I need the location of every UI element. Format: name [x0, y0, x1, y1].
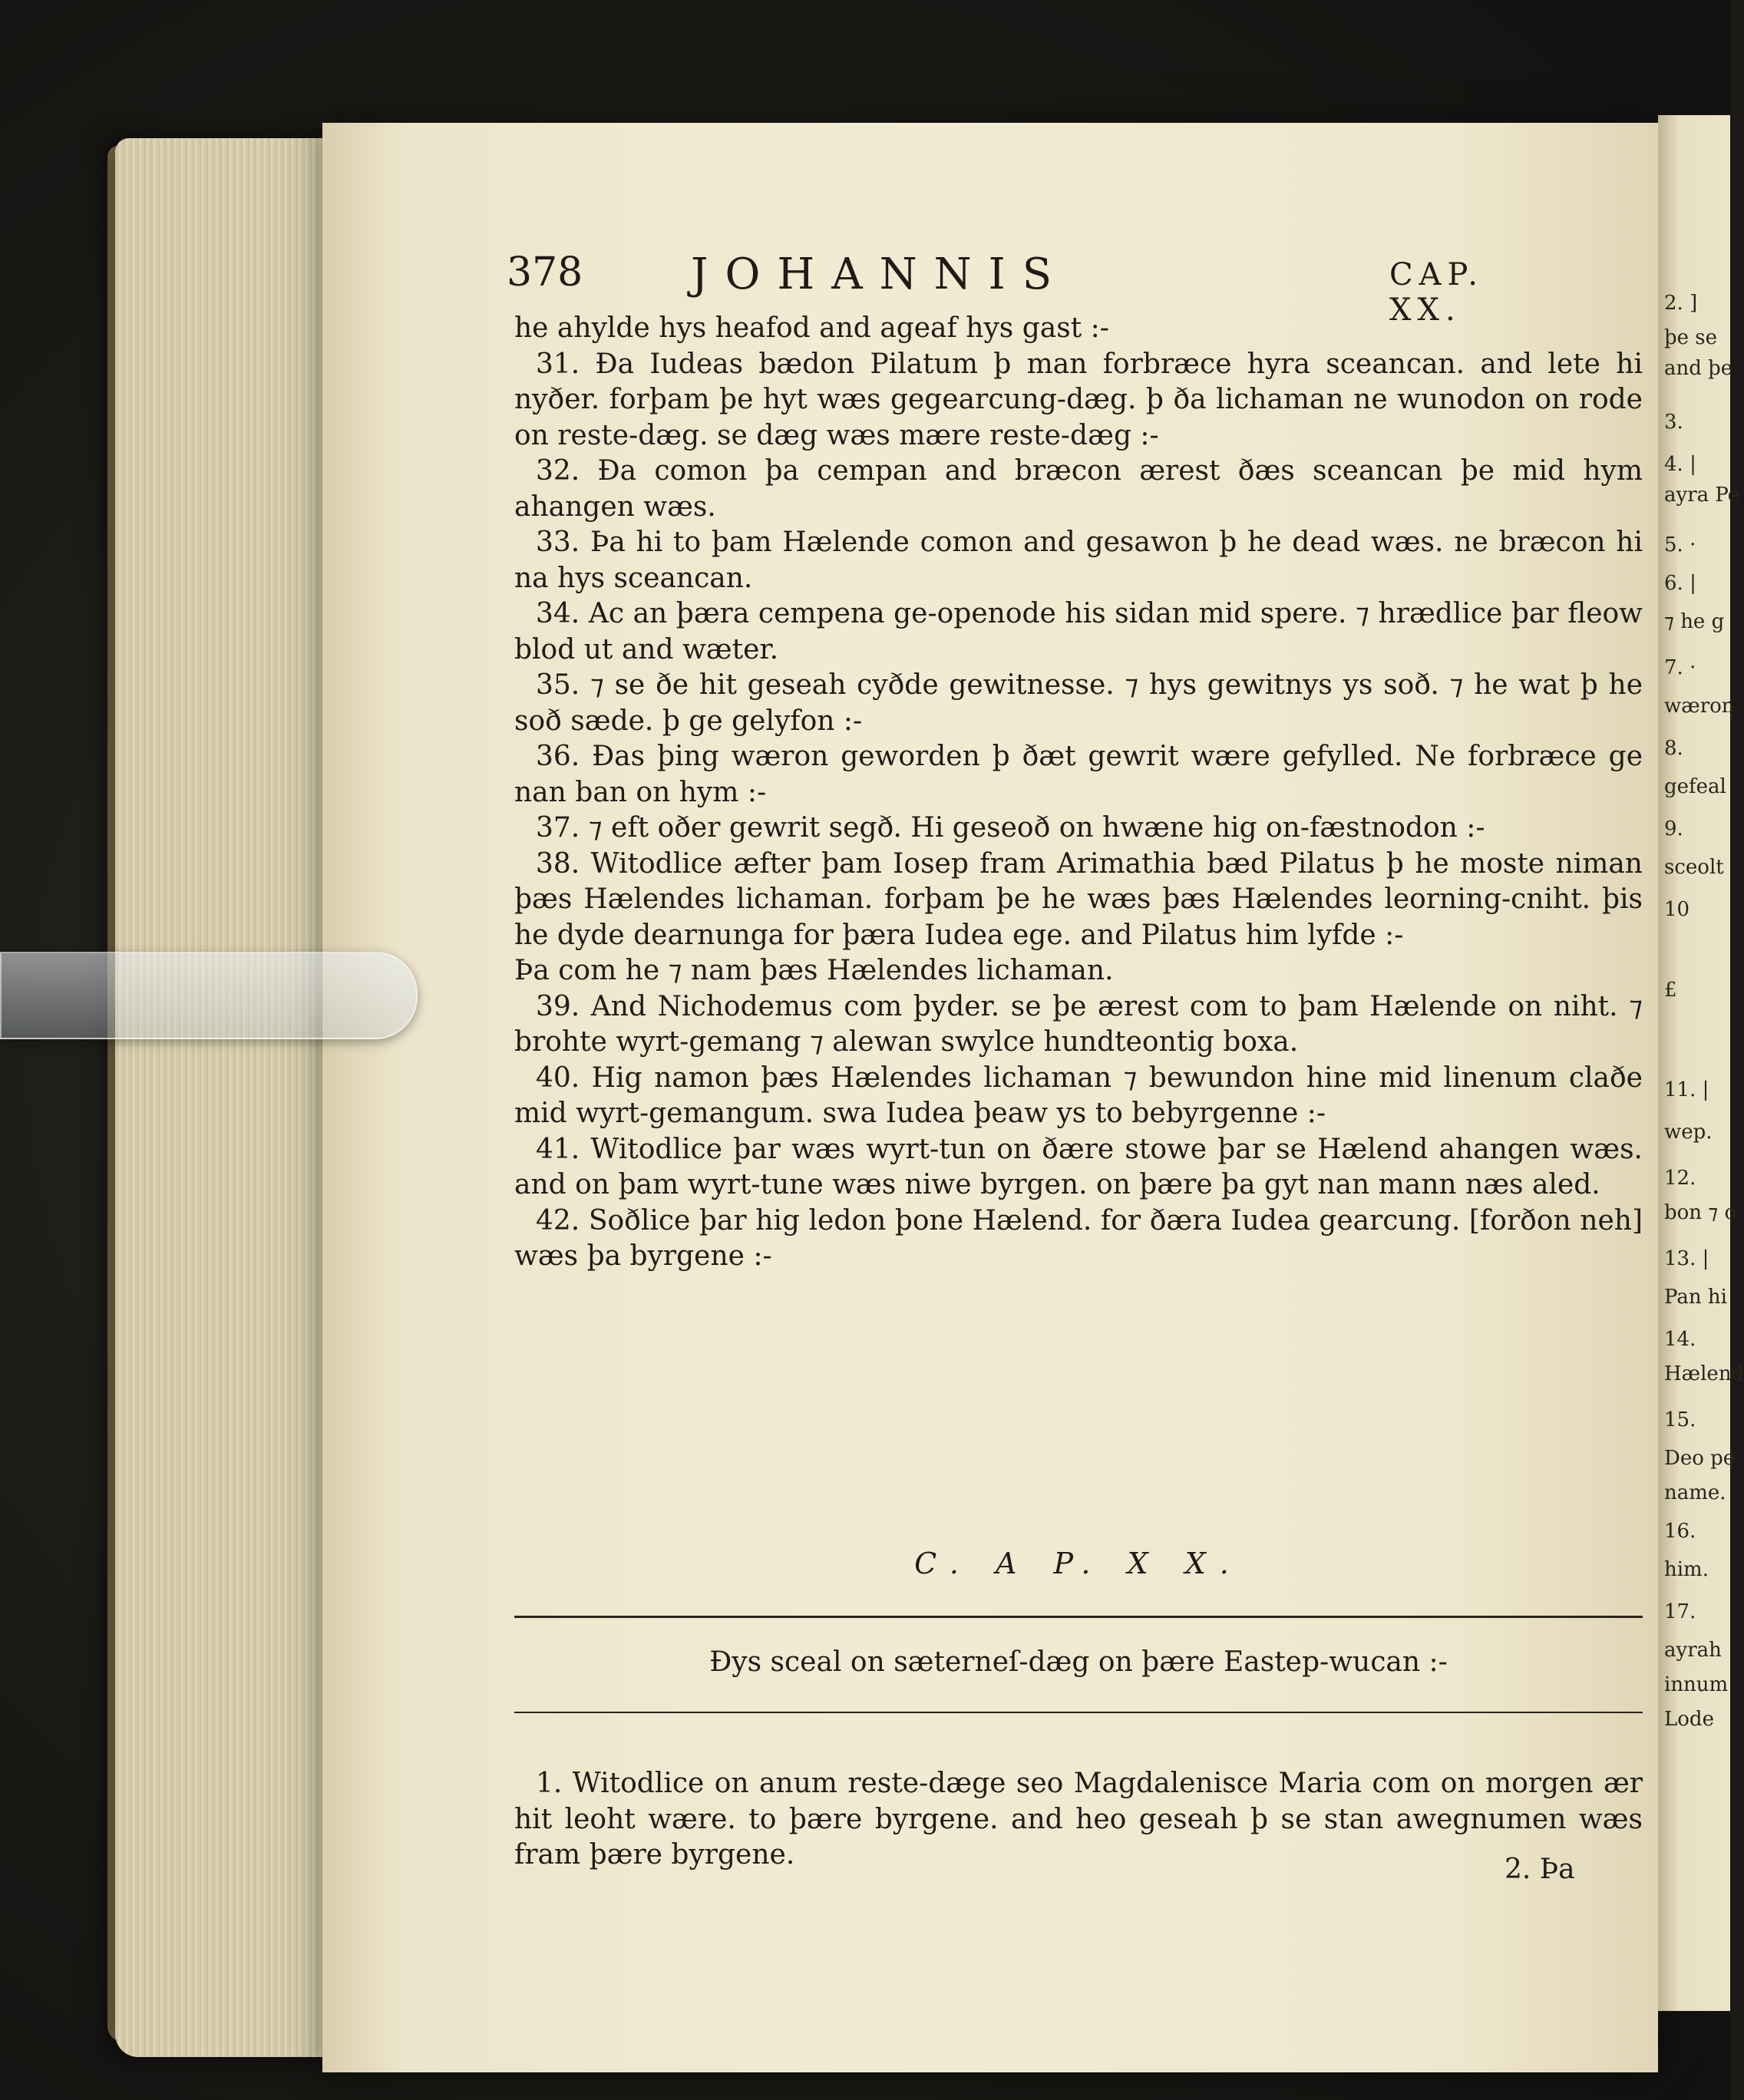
verse-32: 32. Ða comon þa cempan and bræcon ærest ðæs sceancan þe mid hym ahangen wæs.	[514, 455, 1643, 523]
right-fragment: Deo pe	[1664, 1447, 1736, 1470]
right-fragment: ⁊ he g	[1664, 610, 1725, 633]
right-fragment: Lode	[1664, 1708, 1714, 1731]
pericope-summary: Ðys sceal on sæterneſ-dæg on þære Eastep-wucan :-	[709, 1646, 1448, 1678]
right-fragment: þe se	[1664, 326, 1718, 349]
chapter-label: CAP. XX.	[1389, 257, 1485, 328]
rule-top	[514, 1616, 1643, 1618]
right-fragment: 3.	[1664, 411, 1683, 434]
right-fragment: Hælend	[1664, 1362, 1744, 1385]
verse-33: 33. Þa hi to þam Hælende comon and gesawon þ he dead wæs. ne bræcon hi na hys sceancan.	[514, 527, 1643, 594]
right-fragment: 5. ·	[1664, 533, 1696, 556]
verse-38: 38. Witodlice æfter þam Iosep fram Arimathia bæd Pilatus þ he moste niman þæs Hælendes lichaman. forþam þe he wæs þæs Hælendes leorning-cniht. þis he dyde dearnunga for þæra Iudea ege. and Pilatus him lyfde :-	[514, 847, 1643, 951]
verse-40: 40. Hig namon þæs Hælendes lichaman ⁊ bewundon hine mid linenum claðe mid wyrt-gemangum. swa Iudea þeaw ys to bebyrgenne :-	[514, 1062, 1643, 1129]
verse-block-chapter-20	[514, 1738, 1643, 1901]
right-fragment: innum	[1664, 1673, 1729, 1696]
verse-1: 1. Witodlice on anum reste-dæge seo Magdalenisce Maria com on morgen ær hit leoht wære. to þære byrgene. and heo geseah þ se stan awegnumen wæs fram þære byrgene.	[514, 1768, 1643, 1871]
right-fragment: 2. ]	[1664, 292, 1698, 315]
verse-41: 41. Witodlice þar wæs wyrt-tun on ðære stowe þar se Hælend ahangen wæs. and on þam wyrt-tune wæs niwe byrgen. on þære þa gyt nan mann næs aled.	[514, 1133, 1643, 1200]
rule-bottom	[514, 1712, 1643, 1713]
page-holder-clip	[0, 952, 418, 1039]
book-page-right-fragment	[1658, 115, 1744, 2011]
verse-block-chapter-19	[514, 311, 1643, 1275]
right-fragment: 17.	[1664, 1600, 1696, 1623]
right-fragment: 11. |	[1664, 1078, 1709, 1101]
right-fragment: ayrah	[1664, 1639, 1722, 1662]
catchword: 2. Þa	[1505, 1854, 1575, 1885]
verse-36: 36. Ðas þing wæron geworden þ ðæt gewrit wære gefylled. Ne forbræce ge nan ban on hym :-	[514, 741, 1643, 808]
verse-35: 35. ⁊ se ðe hit geseah cyðde gewitnesse. ⁊ hys gewitnys ys soð. ⁊ he wat þ he soð sæde. þ ge gelyfon :-	[514, 669, 1643, 737]
right-fragment: 15.	[1664, 1408, 1696, 1431]
right-fragment: ayra Pe	[1664, 484, 1740, 507]
right-fragment: wæron	[1664, 695, 1735, 718]
right-fragment: gefeal	[1664, 775, 1726, 798]
right-fragment: bon ⁊ o	[1664, 1201, 1737, 1224]
verse-38-continued: Þa com he ⁊ nam þæs Hælendes lichaman.	[514, 955, 1114, 986]
right-fragment: 9.	[1664, 817, 1683, 840]
right-fragment: Pan hi	[1664, 1286, 1727, 1309]
verse-39: 39. And Nichodemus com þyder. se þe ærest com to þam Hælende on niht. ⁊ brohte wyrt-gemang ⁊ alewan swylce hundteontig boxa.	[514, 990, 1643, 1058]
right-fragment: 12.	[1664, 1167, 1696, 1190]
chapter-heading: C. A P. X X.	[914, 1547, 1243, 1580]
page-edges	[115, 138, 338, 2057]
verse-34: 34. Ac an þæra cempena ge-openode his sidan mid spere. ⁊ hrædlice þar fleow blod ut and wæter.	[514, 598, 1643, 665]
verse-31: 31. Ða Iudeas bædon Pilatum þ man forbræce hyra sceancan. and lete hi nyðer. forþam þe hyt wæs gegearcung-dæg. þ ða lichaman ne wunodon on rode on reste-dæg. se dæg wæs mære reste-dæg :-	[514, 348, 1643, 451]
right-fragment: 8.	[1664, 737, 1683, 760]
right-fragment: sceolt	[1664, 856, 1724, 879]
right-fragment: and þe	[1664, 357, 1733, 380]
verse-37: 37. ⁊ eft oðer gewrit segð. Hi geseoð on hwæne hig on-fæstnodon :-	[536, 812, 1485, 844]
verse-42: 42. Soðlice þar hig ledon þone Hælend. for ðæra Iudea gearcung. [forðon neh] wæs þa byrgene :-	[514, 1204, 1643, 1272]
right-fragment: 4. |	[1664, 453, 1696, 476]
book-page-left	[322, 123, 1658, 2072]
right-fragment: 13. |	[1664, 1247, 1709, 1270]
right-fragment: £	[1664, 979, 1677, 1002]
right-fragment: him.	[1664, 1558, 1709, 1581]
right-fragment: 14.	[1664, 1328, 1696, 1351]
right-fragment: 10	[1664, 898, 1690, 921]
right-fragment: name.	[1664, 1481, 1726, 1504]
book-title: JOHANNIS	[691, 249, 1069, 299]
verse-30-end: he ahylde hys heafod and ageaf hys gast :-	[514, 312, 1109, 344]
right-fragment: 6. |	[1664, 572, 1696, 595]
right-fragment: wep.	[1664, 1121, 1713, 1144]
right-fragment: 7. ·	[1664, 656, 1696, 679]
page-number: 378	[507, 249, 583, 296]
right-fragment: 16.	[1664, 1520, 1696, 1543]
